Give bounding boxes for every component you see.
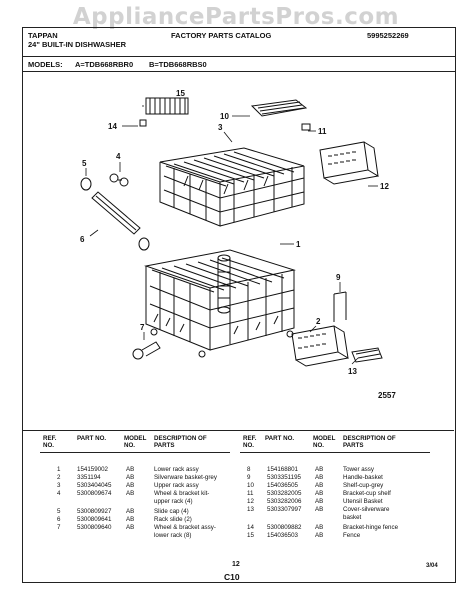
lower-rack-part — [146, 250, 294, 357]
model-cell: AB — [126, 524, 135, 531]
model-cell: AB — [315, 490, 324, 497]
model-cell: AB — [315, 524, 324, 531]
table-top-divider — [22, 430, 454, 431]
desc-cell: Bracket-cup shelf — [343, 490, 391, 497]
ref-cell: 12 — [247, 498, 254, 505]
part-cell: 154159002 — [77, 466, 108, 473]
ref-cell: 6 — [57, 516, 61, 523]
ref-cell: 10 — [247, 482, 254, 489]
ref-cell: 3 — [57, 482, 61, 489]
part-cell: 3351194 — [77, 474, 101, 481]
upper-rack-part — [160, 148, 304, 226]
silverware-basket-part — [292, 326, 348, 366]
basket-handle-part — [334, 292, 346, 322]
part-cell: 5303282005 — [267, 490, 302, 497]
model-cell: AB — [315, 466, 324, 473]
cup-shelf-bracket-part — [302, 124, 310, 130]
right-part-header: PART NO. — [265, 435, 295, 442]
model-cell: AB — [315, 506, 324, 513]
desc-cell: basket — [343, 514, 362, 521]
part-cell: 5303307997 — [267, 506, 302, 513]
hinge-bracket-part — [140, 120, 146, 126]
utensil-basket-part — [320, 142, 378, 184]
callout-7: 7 — [140, 323, 145, 332]
left-header-underline — [40, 452, 230, 453]
part-cell: 154036503 — [267, 532, 298, 539]
desc-cell: Upper rack assy — [154, 482, 199, 489]
part-cell: 5300809882 — [267, 524, 302, 531]
slide-cap-part — [81, 178, 91, 190]
site-watermark: AppliancePartsPros.com — [72, 4, 400, 30]
callout-15: 15 — [176, 89, 185, 98]
revision-date: 3/04 — [426, 563, 438, 569]
callout-12: 12 — [380, 182, 389, 191]
part-cell: 5300809641 — [77, 516, 112, 523]
page-code: C10 — [224, 572, 240, 582]
models-label: MODELS: — [28, 60, 63, 69]
ref-cell: 9 — [247, 474, 251, 481]
desc-cell: upper rack (4) — [154, 498, 193, 505]
model-cell: AB — [126, 474, 135, 481]
doc-number: 5995252269 — [367, 31, 409, 40]
part-cell: 5303404045 — [77, 482, 112, 489]
model-cell: AB — [315, 498, 324, 505]
model-cell: AB — [126, 508, 135, 515]
part-cell: 5300809927 — [77, 508, 112, 515]
callout-2: 2 — [316, 317, 321, 326]
ref-cell: 8 — [247, 466, 251, 473]
part-cell: 5303282006 — [267, 498, 302, 505]
right-desc-header: DESCRIPTION OF PARTS — [343, 435, 396, 449]
fence-part — [146, 98, 188, 114]
model-cell: AB — [315, 532, 324, 539]
lower-wheel-part — [133, 342, 160, 359]
upper-wheel-part — [110, 174, 128, 186]
callout-14: 14 — [108, 122, 117, 131]
exploded-parts-diagram — [34, 86, 394, 406]
desc-cell: Cover-silverware — [343, 506, 390, 513]
ref-cell: 7 — [57, 524, 61, 531]
slide-cap-lower-part — [139, 238, 149, 250]
desc-cell: Slide cap (4) — [154, 508, 189, 515]
callout-9: 9 — [336, 273, 341, 282]
callout-10: 10 — [220, 112, 229, 121]
right-ref-header: REF. NO. — [243, 435, 257, 449]
callout-11: 11 — [318, 127, 327, 136]
left-desc-header: DESCRIPTION OF PARTS — [154, 435, 207, 449]
ref-cell: 2 — [57, 474, 61, 481]
figure-number: 2557 — [378, 391, 396, 400]
model-cell: AB — [126, 482, 135, 489]
left-ref-header: REF. NO. — [43, 435, 57, 449]
desc-cell: lower rack (8) — [154, 532, 192, 539]
ref-cell: 13 — [247, 506, 254, 513]
callout-6: 6 — [80, 235, 85, 244]
left-part-header: PART NO. — [77, 435, 107, 442]
desc-cell: Bracket-hinge fence — [343, 524, 399, 531]
part-cell: 5300809674 — [77, 490, 112, 497]
ref-cell: 5 — [57, 508, 61, 515]
desc-cell: Shelf-cup-grey — [343, 482, 384, 489]
desc-cell: Wheel & bracket kit- — [154, 490, 210, 497]
callout-5: 5 — [82, 159, 87, 168]
callout-3: 3 — [218, 123, 223, 132]
cup-shelf-part — [252, 100, 306, 116]
model-cell: AB — [126, 490, 135, 497]
desc-cell: Rack slide (2) — [154, 516, 192, 523]
header-divider — [23, 56, 455, 57]
model-cell: AB — [126, 466, 135, 473]
model-cell: AB — [315, 482, 324, 489]
product-subtitle: 24" BUILT-IN DISHWASHER — [28, 40, 127, 49]
model-a: A=TDB668RBR0 — [75, 60, 134, 69]
desc-cell: Silverware basket-grey — [154, 474, 217, 481]
desc-cell: Wheel & bracket assy- — [154, 524, 216, 531]
callout-1: 1 — [296, 240, 301, 249]
ref-cell: 1 — [57, 466, 61, 473]
desc-cell: Handle-basket — [343, 474, 383, 481]
right-model-header: MODEL NO. — [313, 435, 336, 449]
model-b: B=TDB668RBS0 — [149, 60, 207, 69]
right-header-underline — [240, 452, 430, 453]
part-cell: 5300809640 — [77, 524, 112, 531]
model-cell: AB — [126, 516, 135, 523]
brand-name: TAPPAN — [28, 31, 58, 40]
ref-cell: 11 — [247, 490, 254, 497]
ref-cell: 4 — [57, 490, 61, 497]
part-cell: 154168801 — [267, 466, 298, 473]
desc-cell: Fence — [343, 532, 361, 539]
ref-cell: 15 — [247, 532, 254, 539]
catalog-title: FACTORY PARTS CATALOG — [171, 31, 272, 40]
ref-cell: 14 — [247, 524, 254, 531]
models-divider — [23, 71, 455, 72]
rack-slide-part — [92, 192, 140, 234]
part-cell: 5303351195 — [267, 474, 301, 481]
desc-cell: Tower assy — [343, 466, 374, 473]
callout-4: 4 — [116, 152, 121, 161]
desc-cell: Lower rack assy — [154, 466, 199, 473]
desc-cell: Utensil Basket — [343, 498, 383, 505]
left-model-header: MODEL NO. — [124, 435, 147, 449]
model-cell: AB — [315, 474, 324, 481]
callout-13: 13 — [348, 367, 357, 376]
page-number: 12 — [232, 561, 240, 568]
part-cell: 154036505 — [267, 482, 298, 489]
